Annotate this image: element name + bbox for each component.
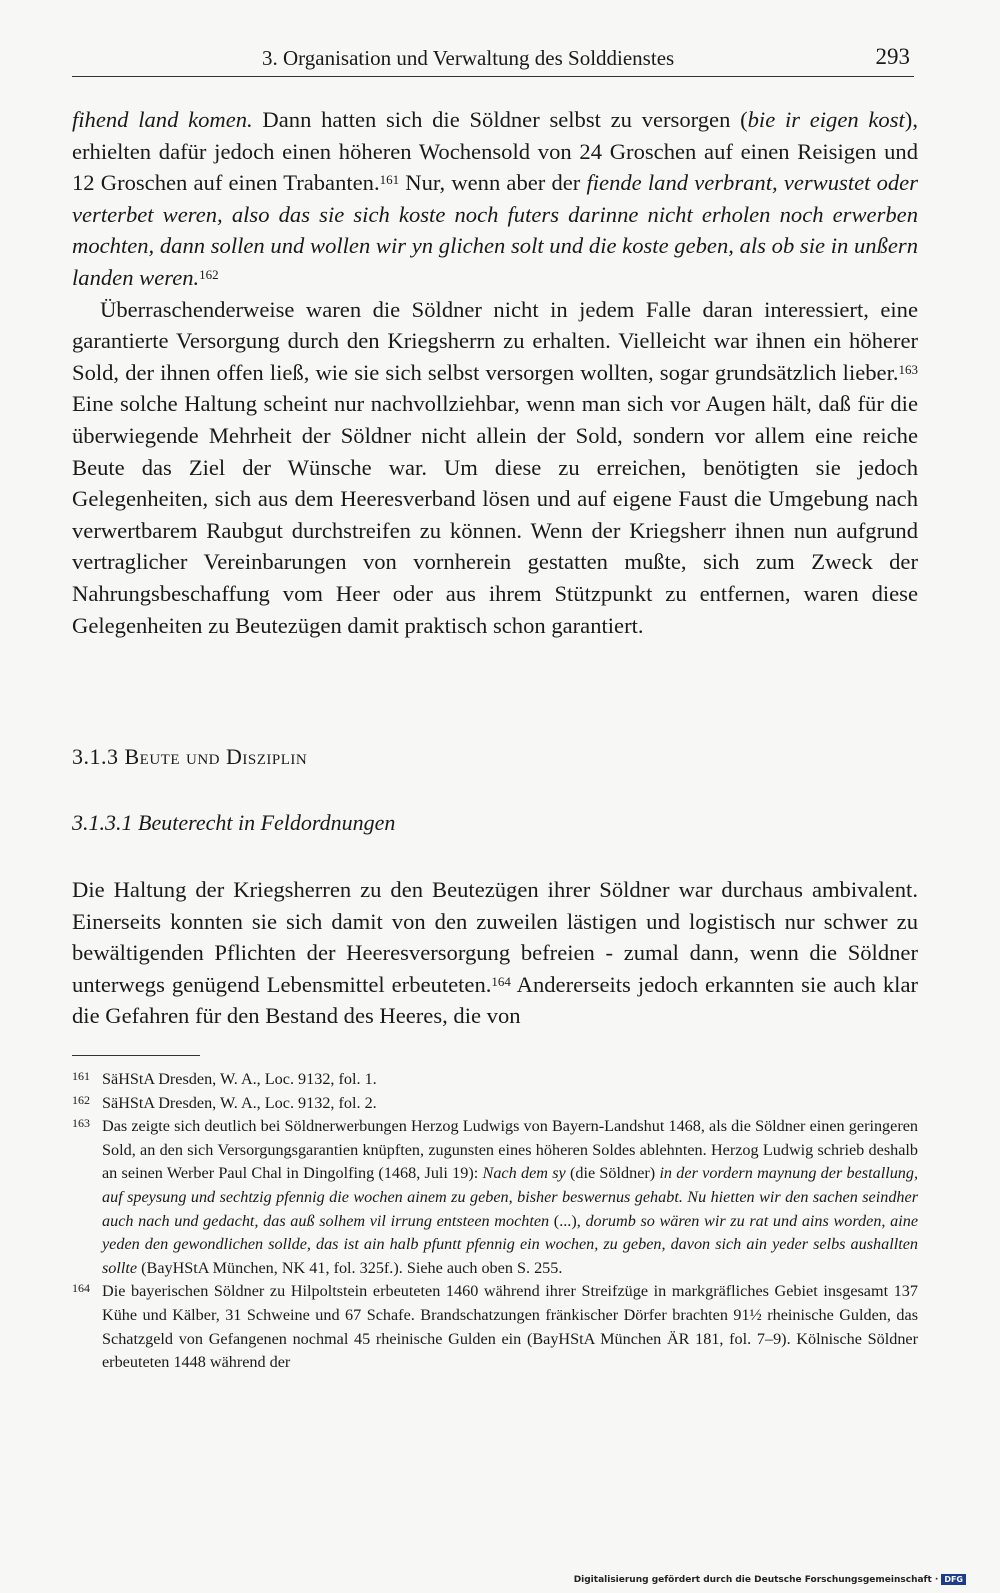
- footnote-text: SäHStA Dresden, W. A., Loc. 9132, fol. 2.: [102, 1093, 377, 1112]
- footnote-number: 163: [72, 1116, 90, 1131]
- quote-fragment: in der vordern maynung der bestallung, auf speysung und sechtzig pfennig die wochen ainem zu geben, bisher beswernus gehabt. Nu hietten wir den sachen seindher auch nach und gedacht, das auß solhem vil irrung entsteen mochten: [102, 1164, 919, 1230]
- footnote-162: [72, 1092, 918, 1116]
- paragraph-3: [72, 874, 918, 1032]
- footnote-number: 162: [72, 1092, 90, 1107]
- footnote-text: (...),: [549, 1211, 586, 1230]
- section-heading: 3.1.3 Beute und Disziplin: [72, 744, 308, 769]
- footnote-text: Das zeigte sich deutlich bei Söldnerwerbungen Herzog Ludwigs von Bayern-Landshut 1468, als die Söldner einen geringeren Sold, an den sich Versorgungsgarantien knüpften, zugunsten eines höheren Soldes ablehnten. Herzog Ludwig schrieb deshalb an seinen Werber Paul Chal in Dingolfing (1468, Juli 19):: [102, 1117, 918, 1183]
- text-run: Dann hatten sich die Söldner selbst zu versorgen (: [252, 107, 748, 132]
- footnotes: [72, 1068, 918, 1375]
- subsection-heading: 3.1.3.1 Beuterecht in Feldordnungen: [72, 810, 396, 835]
- text-run: Eine solche Haltung scheint nur nachvollziehbar, wenn man sich vor Augen hält, daß für die überwiegende Mehrheit der Söldner nicht allein der Sold, sondern vor allem eine reiche Beute das Ziel der Wünsche war. Um diese zu erreichen, benötigten sie jedoch Gelegenheiten, sich aus dem Heeresverband lösen und auf eigene Faust die Umgebung nach verwertbarem Raubgut durchstreifen zu können. Wenn der Kriegsherr ihnen nun aufgrund vertraglicher Vereinbarungen von vornherein gestatten mußte, sich zum Zweck der Nahrungsbeschaffung vom Heer oder aus ihrem Stützpunkt zu entfernen, waren diese Gelegenheiten zu Beutezügen damit praktisch schon garantiert.: [72, 391, 918, 638]
- running-header: [72, 44, 914, 77]
- footnote-divider: [72, 1055, 200, 1056]
- footnote-number: 161: [72, 1069, 90, 1083]
- dfg-logo-icon: DFG: [941, 1574, 966, 1585]
- page-number: 293: [875, 44, 910, 69]
- digitization-credit: [574, 1574, 966, 1585]
- quote-fragment: bie ir eigen kost: [747, 107, 905, 132]
- footnote-163: [72, 1115, 918, 1280]
- quote-fragment: fihend land komen.: [72, 107, 253, 132]
- footnote-ref-164[interactable]: 164: [491, 973, 511, 989]
- text-run: Andererseits jedoch erkannten sie auch klar die Gefahren für den Bestand des Heeres, die von: [72, 971, 919, 1029]
- quote-fragment: fiende land verbrant, verwustet oder verterbet weren, also das sie sich koste noch futers darinne nicht erholen noch erwerben mochten, dann sollen und wollen wir yn glichen solt und die koste geben, als ob sie in unßern landen weren.: [72, 170, 918, 290]
- footnote-text: SäHStA Dresden, W. A., Loc. 9132, fol. 1.: [102, 1070, 377, 1088]
- body-text-bottom: [72, 874, 918, 1032]
- footnote-text: (die Söldner): [565, 1164, 660, 1183]
- footnote-ref-162[interactable]: 162: [199, 266, 219, 282]
- running-title: 3. Organisation und Verwaltung des Solddienstes: [262, 46, 675, 70]
- footnote-text: Die bayerischen Söldner zu Hilpoltstein erbeuteten 1460 während ihrer Streifzüge in markgräfliches Gebiet insgesamt 137 Kühe und Kälber, 31 Schweine und 67 Schafe. Brandschatzungen fränkischer Dörfer brachten 91½ rheinische Gulden, das Schatzgeld von Gefangenen nochmal 45 rheinische Gulden ein (BayHStA München ÄR 181, fol. 7–9). Kölnische Söldner erbeuteten 1448 während der: [102, 1282, 918, 1372]
- footnote-164: [72, 1280, 918, 1374]
- paragraph-2: [72, 294, 918, 642]
- text-run: Überraschenderweise waren die Söldner nicht in jedem Falle daran interessiert, eine garantierte Versorgung durch den Kriegsherrn zu erhalten. Vielleicht war ihnen ein höherer Sold, der ihnen offen ließ, wie sie sich selbst versorgen wollten, sogar grundsätzlich lieber.: [72, 296, 918, 385]
- footnote-ref-161[interactable]: 161: [379, 172, 400, 188]
- footnote-161: [72, 1068, 918, 1092]
- text-run: Die Haltung der Kriegsherren zu den Beutezügen ihrer Söldner war durchaus ambivalent. Einerseits konnten sie sich damit von den zuweilen lästigen und logistisch nur schwer zu bewältigenden Pflichten der Heeresversorgung befreien - zumal dann, wenn die Söldner unterwegs genügend Lebensmittel erbeuteten.: [72, 877, 918, 997]
- paragraph-1: [72, 104, 918, 294]
- quote-fragment: Nach dem sy: [482, 1164, 566, 1183]
- footnote-ref-163[interactable]: 163: [898, 361, 918, 377]
- text-run: ), erhielten dafür jedoch einen höheren Wochensold von 24 Groschen auf einen Reisigen und 12 Groschen auf einen Trabanten.: [72, 107, 918, 196]
- credit-text: Digitalisierung gefördert durch die Deutsche Forschungsgemeinschaft ·: [573, 1574, 939, 1585]
- text-run: Nur, wenn aber der: [399, 170, 587, 196]
- footnote-text: (BayHStA München, NK 41, fol. 325f.). Siehe auch oben S. 255.: [137, 1258, 563, 1277]
- quote-fragment: dorumb so wären wir zu rat und ains worden, aine yeden den gewondlichen sollde, das ist ain halb pfuntt pfennig ein wochen, zu geben, davon sich ain yeder selbs aushallten sollte: [102, 1211, 919, 1277]
- body-text-top: [72, 104, 918, 641]
- footnote-number: 164: [72, 1281, 90, 1296]
